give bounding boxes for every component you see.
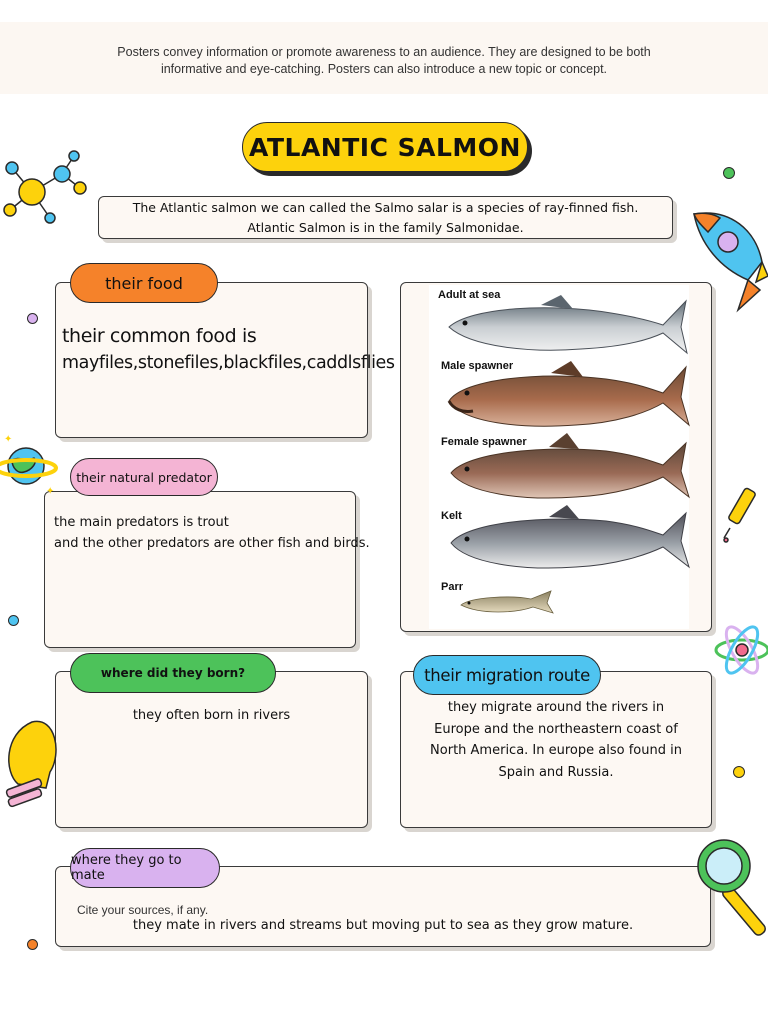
migration-line-1: they migrate around the rivers in: [447, 700, 665, 715]
dot-decoration: [27, 939, 38, 950]
salmon-image-card: [400, 282, 712, 632]
dot-decoration: [723, 167, 735, 179]
migration-line-3: North America. In europe also found in: [430, 743, 682, 758]
rocket-icon: [690, 206, 768, 318]
migration-heading: their migration route: [413, 655, 601, 695]
born-card: [55, 671, 368, 828]
magnifier-icon: [694, 834, 768, 944]
mate-heading: where they go to mate: [70, 848, 220, 888]
planet-icon: [0, 432, 60, 502]
salmon-illustration: [401, 283, 711, 631]
food-line-1: their common food is: [62, 325, 257, 347]
predator-line-2: and the other predators are other fish and birds.: [54, 536, 370, 551]
dot-decoration: [733, 766, 745, 778]
description-line-2: Atlantic Salmon is in the family Salmonidae.: [247, 220, 524, 235]
predator-line-1: the main predators is trout: [54, 515, 229, 530]
migration-line-4: Spain and Russia.: [498, 764, 614, 780]
migration-line-2: Europe and the northeastern coast of: [434, 721, 678, 737]
description-card: [98, 196, 673, 239]
label-kelt: Kelt: [441, 510, 462, 522]
born-text: they often born in rivers: [132, 708, 291, 723]
intro-text: [80, 44, 688, 78]
description-line-1: The Atlantic salmon we can called the Salmo salar is a species of ray-finned fish.: [132, 200, 639, 215]
cite-sources-text: Cite your sources, if any.: [77, 903, 209, 917]
intro-line-1: Posters convey information or promote awareness to an audience. They are designed to be both: [117, 45, 651, 59]
svg-text:✦: ✦: [46, 486, 55, 497]
dot-decoration: [8, 615, 19, 626]
predator-heading: their natural predator: [70, 458, 218, 496]
dot-decoration: [27, 313, 38, 324]
born-heading: where did they born?: [70, 653, 276, 693]
svg-text:✦: ✦: [4, 434, 13, 445]
migration-text: [400, 697, 712, 783]
food-heading: their food: [70, 263, 218, 303]
intro-line-2: informative and eye-catching. Posters can also introduce a new topic or concept.: [160, 62, 608, 76]
label-female-spawner: Female spawner: [441, 436, 527, 448]
molecule-icon: [0, 148, 92, 224]
lightbulb-icon: [0, 714, 60, 814]
label-male-spawner: Male spawner: [441, 360, 514, 372]
syringe-icon: [722, 470, 768, 546]
label-parr: Parr: [441, 581, 464, 593]
label-adult-at-sea: Adult at sea: [438, 289, 501, 301]
food-text: [62, 323, 395, 377]
poster-title: ATLANTIC SALMON: [242, 122, 528, 172]
atom-icon: [712, 610, 768, 690]
predator-text: [54, 512, 370, 554]
mate-text: they mate in rivers and streams but moving put to sea as they grow mature.: [132, 918, 634, 933]
food-line-2: mayfiles,stonefiles,blackfiles,caddlsflies: [62, 353, 395, 373]
